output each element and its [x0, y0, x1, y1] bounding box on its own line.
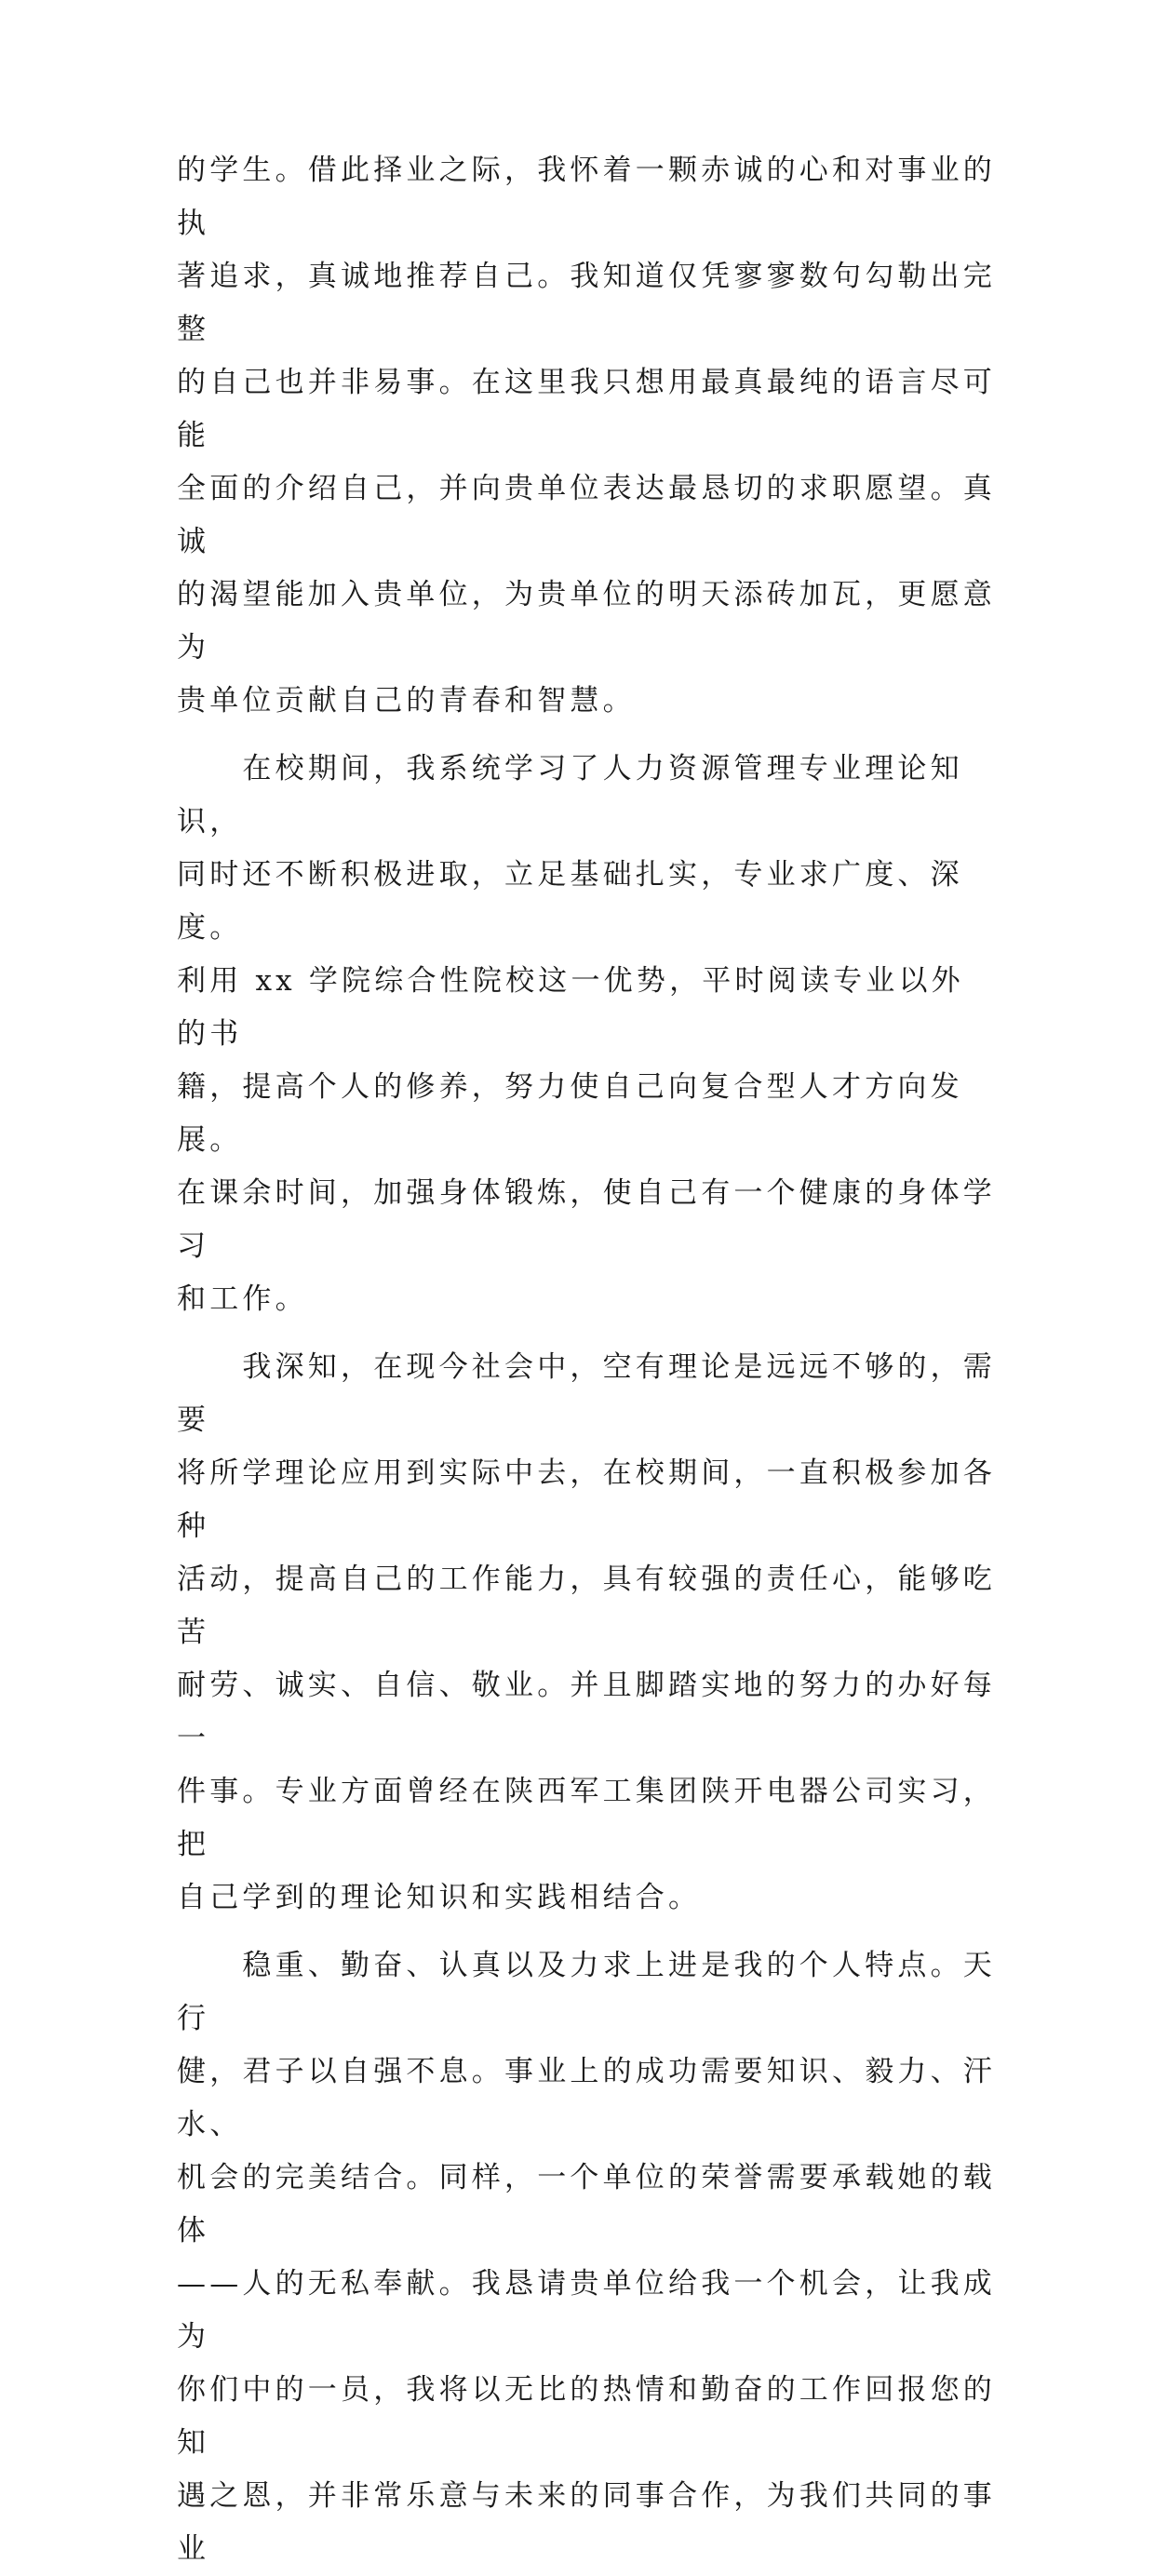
paragraph-character: 稳重、勤奋、认真以及力求上进是我的个人特点。天行 健，君子以自强不息。事业上的成功需要知识、毅力、汗水、 机会的完美结合。同样，一个单位的荣誉需要承载她的载体 ——人的无私奉献。我恳请贵单位给我一个机会，让我成为 你们中的一员，我将以无比的热情和勤奋的工作回报您的知 遇之恩，并非常乐意与未来的同事合作，为我们共同的事业 — [177, 1949, 996, 2566]
paragraph-practice: 我深知，在现今社会中，空有理论是远远不够的，需要 将所学理论应用到实际中去，在校期间，一直积极参加各种 活动，提高自己的工作能力，具有较强的责任心，能够吃苦 耐劳、诚实、自信、敬业。并且脚踏实地的努力的办好每一 件事。专业方面曾经在陕西军工集团陕开电器公司实习，把 自己学到的理论知识和实践相结合。 — [177, 1350, 996, 1914]
document-body — [177, 144, 996, 2576]
paragraph-study: 在校期间，我系统学习了人力资源管理专业理论知识， 同时还不断积极进取，立足基础扎实，专业求广度、深度。 利用 xx 学院综合性院校这一优势，平时阅读专业以外的书 籍，提高个人的修养，努力使自己向复合型人才方向发展。 在课余时间，加强身体锻炼，使自己有一个健康的身体学习 和工作。 — [177, 752, 996, 1316]
paragraph-intro: 的学生。借此择业之际，我怀着一颗赤诚的心和对事业的执 著追求，真诚地推荐自己。我知道仅凭寥寥数句勾勒出完整 的自己也并非易事。在这里我只想用最真最纯的语言尽可能 全面的介绍自己，并向贵单位表达最恳切的求职愿望。真诚 的渴望能加入贵单位，为贵单位的明天添砖加瓦，更愿意为 贵单位贡献自己的青春和智慧。 — [177, 154, 996, 718]
